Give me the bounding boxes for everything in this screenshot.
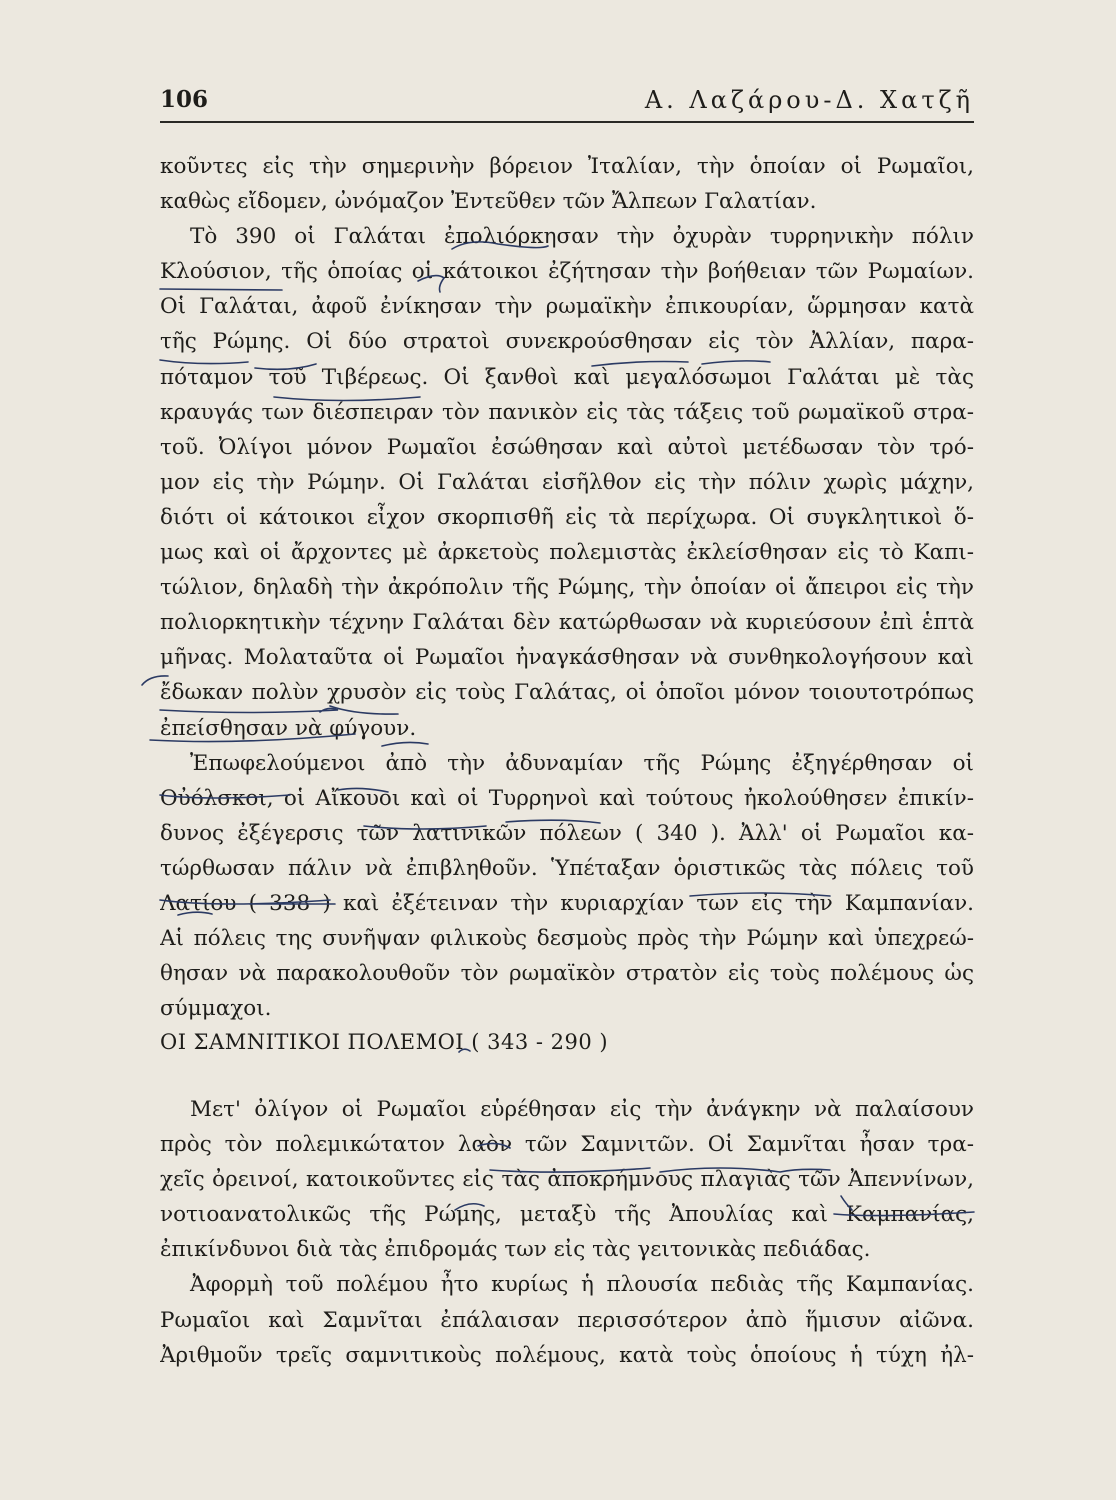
page-header — [160, 70, 974, 120]
text-line: κραυγάς των διέσπειραν τὸν πανικὸν εἰς τὰς τάξεις τοῦ ρωμαϊκοῦ στρα- — [160, 399, 974, 425]
text-line: χεῖς ὀρεινοί, κατοικοῦντες εἰς τὰς ἀποκρήμνους πλαγιὰς τῶν Ἀπεννίνων, — [160, 1167, 974, 1193]
text-line: μως καὶ οἱ ἄρχοντες μὲ ἀρκετοὺς πολεμιστὰς ἐκλείσθησαν εἰς τὸ Καπι- — [160, 540, 974, 566]
text-line: νοτιοανατολικῶς τῆς Ρώμης, μεταξὺ τῆς Ἀπουλίας καὶ Καμπανίας, — [160, 1202, 974, 1228]
text-line: ἐπικίνδυνοι διὰ τὰς ἐπιδρομάς των εἰς τὰς γειτονικὰς πεδιάδας. — [160, 1237, 871, 1263]
text-line: Ἀριθμοῦν τρεῖς σαμνιτικοὺς πολέμους, κατὰ τοὺς ὁποίους ἡ τύχη ἠλ- — [160, 1342, 974, 1368]
section-heading: ΟΙ ΣΑΜΝΙΤΙΚΟΙ ΠΟΛΕΜΟΙ ( 343 - 290 ) — [160, 1030, 609, 1054]
text-line: Οἱ Γαλάται, ἀφοῦ ἐνίκησαν τὴν ρωμαϊκὴν ἐπικουρίαν, ὥρμησαν κατὰ — [160, 294, 974, 320]
page-number: 106 — [160, 86, 209, 113]
text-line: τώλιον, δηλαδὴ τὴν ἀκρόπολιν τῆς Ρώμης, τὴν ὁποίαν οἱ ἄπειροι εἰς τὴν — [160, 575, 974, 601]
text-line: ἔδωκαν πολὺν χρυσὸν εἰς τοὺς Γαλάτας, οἱ ὁποῖοι μόνον τοιουτοτρόπως — [160, 680, 974, 706]
text-line: Κλούσιον, τῆς ὁποίας οἱ κάτοικοι ἐζήτησαν τὴν βοήθειαν τῶν Ρωμαίων. — [160, 259, 974, 285]
header-rule — [160, 121, 974, 123]
text-line: Ἀφορμὴ τοῦ πολέμου ἦτο κυρίως ἡ πλουσία πεδιὰς τῆς Καμπανίας. — [190, 1272, 974, 1298]
text-line: τῆς Ρώμης. Οἱ δύο στρατοὶ συνεκρούσθησαν εἰς τὸν Ἀλλίαν, παρα- — [160, 329, 974, 355]
text-line: σύμμαχοι. — [160, 996, 272, 1022]
text-line: Ἐπωφελούμενοι ἀπὸ τὴν ἀδυναμίαν τῆς Ρώμης ἐξηγέρθησαν οἱ — [190, 750, 974, 776]
running-head: Α. Λαζάρου-Δ. Χατζῆ — [644, 86, 974, 114]
text-line: Οὐόλσκοι, οἱ Αἴκουοι καὶ οἱ Τυρρηνοὶ καὶ τούτους ἠκολούθησεν ἐπικίν- — [160, 785, 974, 811]
body-text-section-1 — [160, 149, 974, 1026]
text-line: μῆνας. Μολαταῦτα οἱ Ρωμαῖοι ἠναγκάσθησαν νὰ συνθηκολογήσουν καὶ — [160, 645, 974, 671]
text-line: τοῦ. Ὀλίγοι μόνον Ρωμαῖοι ἐσώθησαν καὶ αὐτοὶ μετέδωσαν τὸν τρό- — [160, 434, 974, 460]
body-text-section-2 — [160, 1092, 974, 1373]
text-line: μον εἰς τὴν Ρώμην. Οἱ Γαλάται εἰσῆλθον εἰς τὴν πόλιν χωρὶς μάχην, — [160, 469, 974, 495]
text-line: Λατίου ( 338 ) καὶ ἐξέτειναν τὴν κυριαρχίαν των εἰς τὴν Καμπανίαν. — [160, 890, 974, 916]
text-line: καθὼς εἴδομεν, ὠνόμαζον Ἐντεῦθεν τῶν Ἄλπεων Γαλατίαν. — [160, 189, 817, 215]
text-line: Μετ' ὀλίγον οἱ Ρωμαῖοι εὑρέθησαν εἰς τὴν ἀνάγκην νὰ παλαίσουν — [190, 1097, 974, 1122]
text-line: πολιορκητικὴν τέχνην Γαλάται δὲν κατώρθωσαν νὰ κυριεύσουν ἐπὶ ἑπτὰ — [160, 610, 974, 636]
text-line: Ρωμαῖοι καὶ Σαμνῖται ἐπάλαισαν περισσότερον ἀπὸ ἥμισυν αἰῶνα. — [160, 1307, 974, 1333]
text-line: δυνος ἐξέγερσις τῶν λατινικῶν πόλεων ( 340 ). Ἀλλ' οἱ Ρωμαῖοι κα- — [160, 820, 974, 846]
text-line: ἐπείσθησαν νὰ φύγουν. — [160, 715, 417, 741]
text-line: διότι οἱ κάτοικοι εἶχον σκορπισθῆ εἰς τὰ περίχωρα. Οἱ συγκλητικοὶ ὅ- — [160, 504, 974, 530]
text-line: Αἱ πόλεις της συνῆψαν φιλικοὺς δεσμοὺς πρὸς τὴν Ρώμην καὶ ὑπεχρεώ- — [160, 926, 974, 952]
text-line: τώρθωσαν πάλιν νὰ ἐπιβληθοῦν. Ὑπέταξαν ὁριστικῶς τὰς πόλεις τοῦ — [160, 855, 974, 881]
text-line: Τὸ 390 οἱ Γαλάται ἐπολιόρκησαν τὴν ὀχυρὰν τυρρηνικὴν πόλιν — [190, 224, 974, 250]
text-line: πρὸς τὸν πολεμικώτατον λαὸν τῶν Σαμνιτῶν. Οἱ Σαμνῖται ἦσαν τρα- — [160, 1132, 974, 1158]
text-line: πόταμον τοῦ Τιβέρεως. Οἱ ξανθοὶ καὶ μεγαλόσωμοι Γαλάται μὲ τὰς — [160, 364, 974, 390]
text-line: κοῦντες εἰς τὴν σημερινὴν βόρειον Ἰταλίαν, τὴν ὁποίαν οἱ Ρωμαῖοι, — [160, 154, 974, 179]
text-line: θησαν νὰ παρακολουθοῦν τὸν ρωμαϊκὸν στρατὸν εἰς τοὺς πολέμους ὡς — [160, 961, 974, 987]
